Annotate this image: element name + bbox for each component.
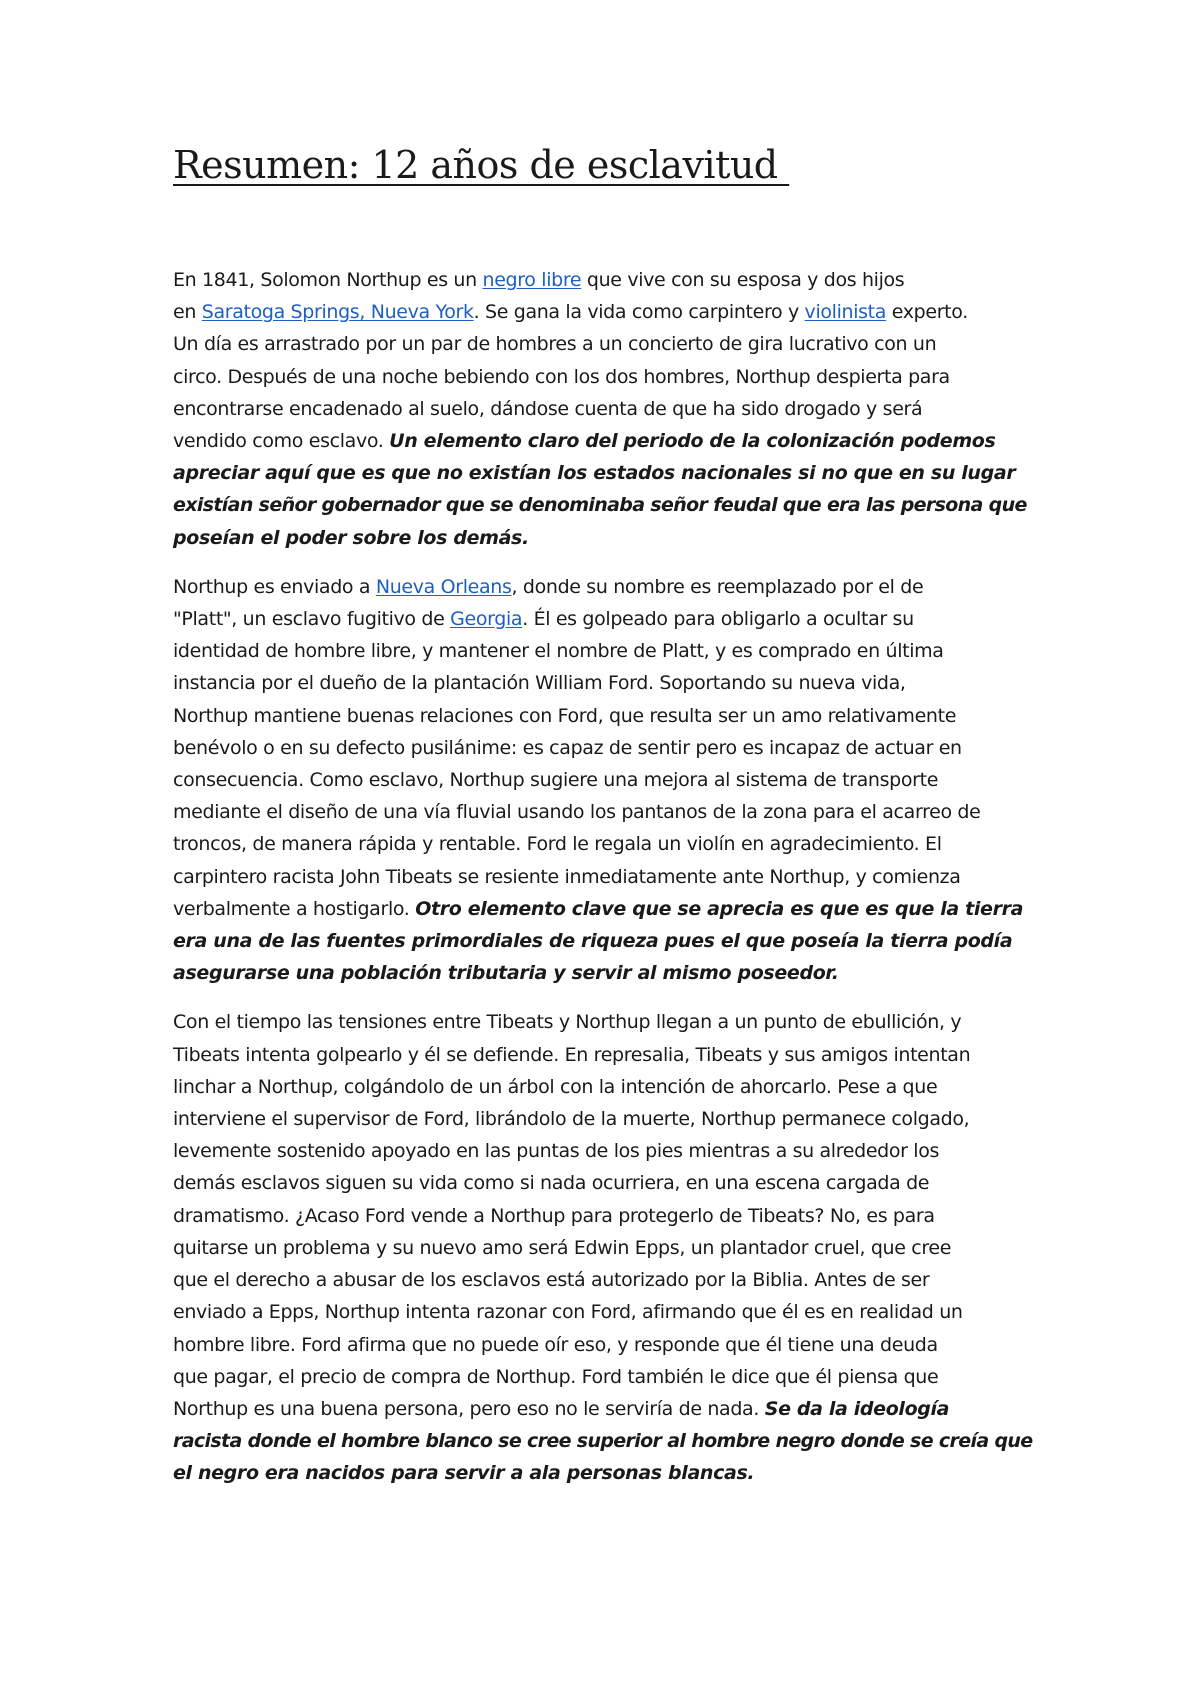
text-line: Northup es una buena persona, pero eso no le serviría de nada. Se da la ideología xyxy=(173,1397,950,1420)
emphasis-line: el negro era nacidos para servir a ala personas blancas. xyxy=(173,1462,755,1485)
emphasis-line: era una de las fuentes primordiales de riqueza pues el que poseía la tierra podía xyxy=(173,930,1013,953)
text-line: dramatismo. ¿Acaso Ford vende a Northup para protegerlo de Tibeats? No, es para xyxy=(173,1204,935,1227)
link-negro-libre[interactable]: negro libre xyxy=(482,269,582,291)
text-line: Northup es enviado a Nueva Orleans, donde su nombre es reemplazado por el de xyxy=(173,575,924,598)
text-line: en Saratoga Springs, Nueva York. Se gana la vida como carpintero y violinista experto. xyxy=(173,301,968,324)
text-line: quitarse un problema y su nuevo amo será Edwin Epps, un plantador cruel, que cree xyxy=(173,1236,952,1259)
emphasis-line: racista donde el hombre blanco se cree superior al hombre negro donde se creía que xyxy=(173,1430,1033,1453)
emphasis-line: apreciar aquí que es que no existían los estados nacionales si no que en su lugar xyxy=(173,462,1016,485)
text-line: "Platt", un esclavo fugitivo de Georgia. Él es golpeado para obligarlo a ocultar su xyxy=(173,608,914,631)
link-saratoga-springs[interactable]: Saratoga Springs, Nueva York xyxy=(201,301,474,324)
text-line: vendido como esclavo. Un elemento claro del periodo de la colonización podemos xyxy=(173,430,996,453)
text-line: interviene el supervisor de Ford, librándolo de la muerte, Northup permanece colgado, xyxy=(173,1108,970,1131)
text-line: levemente sostenido apoyado en las puntas de los pies mientras a su alrededor los xyxy=(173,1140,940,1163)
text-line: que pagar, el precio de compra de Northup. Ford también le dice que él piensa que xyxy=(173,1365,939,1388)
text-line: En 1841, Solomon Northup es un negro libre que vive con su esposa y dos hijos xyxy=(173,269,905,291)
document-body xyxy=(173,264,1033,1507)
link-georgia[interactable]: Georgia xyxy=(450,608,523,631)
paragraph-2 xyxy=(173,571,1033,990)
text-line: enviado a Epps, Northup intenta razonar con Ford, afirmando que él es en realidad un xyxy=(173,1301,963,1324)
text-line: identidad de hombre libre, y mantener el nombre de Platt, y es comprado en última xyxy=(173,640,944,663)
text-line: circo. Después de una noche bebiendo con los dos hombres, Northup despierta para xyxy=(173,365,950,388)
text-line: troncos, de manera rápida y rentable. Ford le regala un violín en agradecimiento. El xyxy=(173,833,942,856)
paragraph-3 xyxy=(173,1006,1033,1489)
text-line: Con el tiempo las tensiones entre Tibeats y Northup llegan a un punto de ebullición, y xyxy=(173,1011,962,1034)
text-line: Un día es arrastrado por un par de hombres a un concierto de gira lucrativo con un xyxy=(173,333,937,356)
text-line: linchar a Northup, colgándolo de un árbol con la intención de ahorcarlo. Pese a que xyxy=(173,1075,938,1098)
text-line: instancia por el dueño de la plantación William Ford. Soportando su nueva vida, xyxy=(173,672,906,695)
text-line: Northup mantiene buenas relaciones con Ford, que resulta ser un amo relativamente xyxy=(173,704,957,727)
link-nueva-orleans[interactable]: Nueva Orleans xyxy=(375,575,512,598)
emphasis-text: Se da la ideología xyxy=(764,1397,950,1420)
emphasis-line: existían señor gobernador que se denominaba señor feudal que era las persona que xyxy=(173,494,1027,517)
page-title: Resumen: 12 años de esclavitud xyxy=(173,143,790,187)
text-line: que el derecho a abusar de los esclavos está autorizado por la Biblia. Antes de ser xyxy=(173,1269,930,1292)
text-line: demás esclavos siguen su vida como si nada ocurriera, en una escena cargada de xyxy=(173,1172,930,1195)
emphasis-text: Otro elemento clave que se aprecia es que es que la tierra xyxy=(415,897,1024,920)
text-line: consecuencia. Como esclavo, Northup sugiere una mejora al sistema de transporte xyxy=(173,769,939,792)
text-line: encontrarse encadenado al suelo, dándose cuenta de que ha sido drogado y será xyxy=(173,397,923,420)
text-line: hombre libre. Ford afirma que no puede oír eso, y responde que él tiene una deuda xyxy=(173,1333,938,1356)
emphasis-line: poseían el poder sobre los demás. xyxy=(173,526,529,549)
emphasis-line: asegurarse una población tributaria y servir al mismo poseedor. xyxy=(173,962,839,985)
text-line: verbalmente a hostigarlo. Otro elemento clave que se aprecia es que es que la tierra xyxy=(173,897,1024,920)
paragraph-1 xyxy=(173,264,1033,554)
text-line: benévolo o en su defecto pusilánime: es capaz de sentir pero es incapaz de actuar en xyxy=(173,736,962,759)
text-line: mediante el diseño de una vía fluvial usando los pantanos de la zona para el acarreo de xyxy=(173,801,981,824)
text-line: carpintero racista John Tibeats se resiente inmediatamente ante Northup, y comienza xyxy=(173,865,961,888)
link-violinista[interactable]: violinista xyxy=(804,301,887,324)
emphasis-text: Un elemento claro del periodo de la colonización podemos xyxy=(389,430,996,453)
text-line: Tibeats intenta golpearlo y él se defiende. En represalia, Tibeats y sus amigos intentan xyxy=(173,1043,971,1066)
